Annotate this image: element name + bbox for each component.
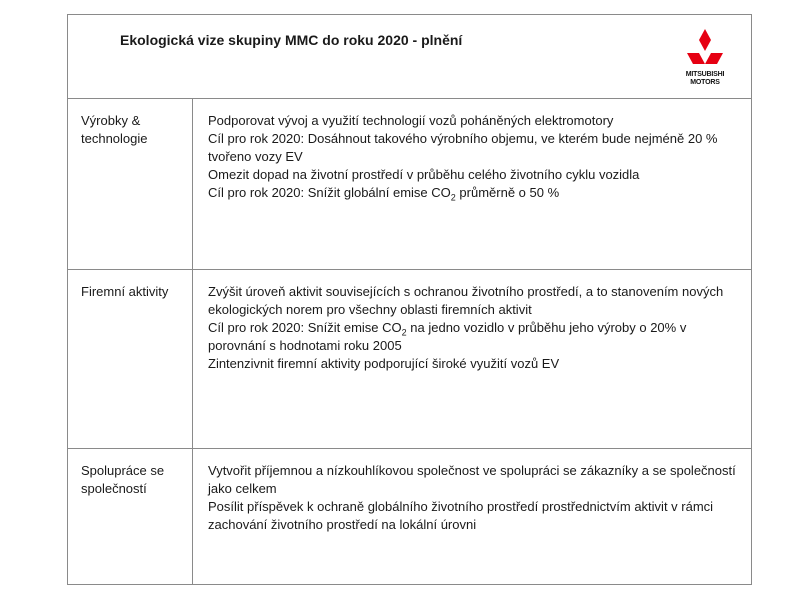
table-row-products — [68, 99, 751, 270]
content-line-emissions — [208, 319, 743, 355]
emission-subscript: 2 — [401, 327, 407, 338]
row-content-company — [208, 283, 743, 373]
row-content-society — [208, 462, 743, 534]
table-row-company — [68, 270, 751, 449]
content-line: Posílit příspěvek k ochraně globálního životního prostředí prostřednictvím aktivit v rámci zachování životního prostředí na lokální úrovni — [208, 499, 714, 532]
document-title: Ekologická vize skupiny MMC do roku 2020 - plnění — [120, 32, 463, 48]
mitsubishi-diamonds-icon — [679, 27, 731, 71]
content-line: Omezit dopad na životní prostředí v průběhu celého životního cyklu vozidla — [208, 167, 640, 182]
emission-subscript: 2 — [450, 192, 456, 203]
logo-text-motors: MOTORS — [690, 79, 720, 86]
row-content-products — [208, 112, 743, 202]
table-row-society — [68, 449, 751, 585]
content-line: Cíl pro rok 2020: Dosáhnout takového výrobního objemu, ve kterém bude nejméně 20 % tvořeno vozy EV — [208, 131, 718, 164]
content-line: Zvýšit úroveň aktivit souvisejících s ochranou životního prostředí, a to stanovením nových ekologických norem pro všechny oblasti firemních aktivit — [208, 284, 724, 317]
emission-prefix: Cíl pro rok 2020: Snížit globální emise CO — [208, 185, 451, 200]
mitsubishi-logo — [679, 27, 731, 89]
emission-suffix: průměrně o 50 % — [455, 185, 560, 200]
row-label-products: Výrobky & technologie — [81, 113, 148, 146]
content-line-emissions — [208, 184, 743, 202]
eco-vision-table — [67, 14, 752, 585]
content-line: Podporovat vývoj a využití technologií vozů poháněných elektromotory — [208, 113, 614, 128]
emission-prefix: Cíl pro rok 2020: Snížit emise CO — [208, 320, 402, 335]
emission-suffix: na jedno vozidlo v průběhu jeho výroby o 20% v porovnání s hodnotami roku 2005 — [208, 320, 687, 353]
header-row — [68, 15, 751, 99]
logo-text-mitsubishi: MITSUBISHI — [685, 71, 725, 78]
row-label-company: Firemní aktivity — [81, 284, 169, 299]
content-line: Vytvořit příjemnou a nízkouhlíkovou společnost ve spolupráci se zákazníky a se společností jako celkem — [208, 463, 736, 496]
row-label-society: Spolupráce se společností — [81, 463, 165, 496]
content-line: Zintenzivnit firemní aktivity podporující široké využití vozů EV — [208, 356, 560, 371]
